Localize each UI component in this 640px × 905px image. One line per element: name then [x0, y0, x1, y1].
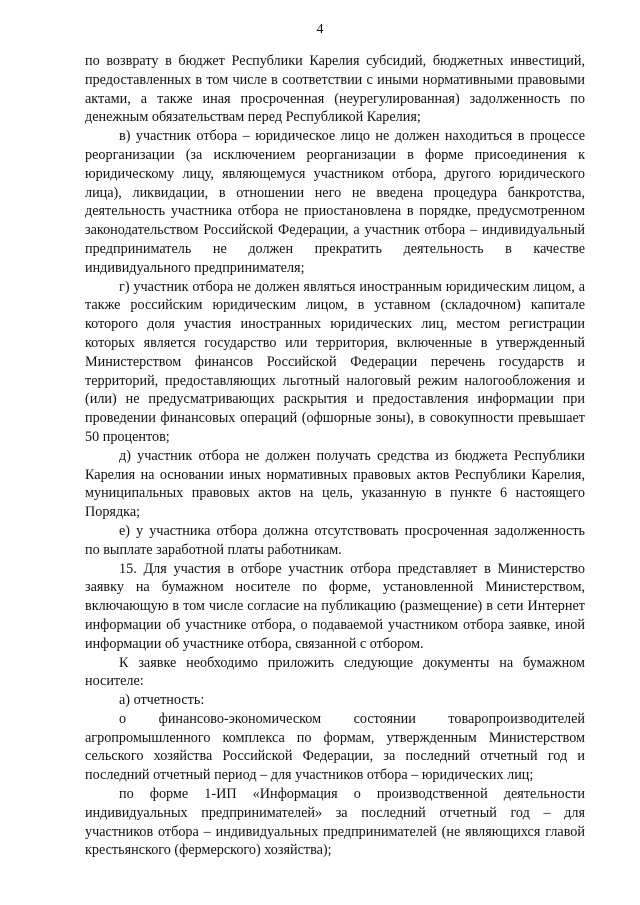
paragraph-form-1ip: по форме 1-ИП «Информация о производственной деятельности индивидуальных предпринимателей» за последний отчетный год – для участников отбора – индивидуальных предпринимателей (не являющихся главой крестьянского (фермерского) хозяйства);	[85, 786, 585, 859]
paragraph-clause-15: 15. Для участия в отборе участник отбора представляет в Министерство заявку на бумажном носителе по форме, установленной Министерством, включающую в том числе согласие на публикацию (размещение) в сети Интернет информации об участнике отбора, о подаваемой участником отбора заявке, иной информации об участнике отбора, связанной с отбором.	[85, 560, 585, 652]
paragraph-continuation: по возврату в бюджет Республики Карелия субсидий, бюджетных инвестиций, предоставленных в том числе в соответствии с иными нормативными правовыми актами, а также иная просроченная (неурегулированная) задолженность по денежным обязательствам перед Республикой Карелия;	[85, 53, 585, 126]
paragraph-attachments-intro: К заявке необходимо приложить следующие документы на бумажном носителе:	[85, 654, 585, 690]
paragraph-financial-report: о финансово-экономическом состоянии товаропроизводителей агропромышленного комплекса по формам, утвержденным Министерством сельского хозяйства Российской Федерации, за последний отчетный год и последний отчетный период – для участников отбора – юридических лиц;	[85, 710, 585, 784]
document-body	[85, 52, 585, 860]
page-number: 4	[316, 22, 324, 37]
paragraph-item-g: г) участник отбора не должен являться иностранным юридическим лицом, а также российским юридическим лицом, в уставном (складочном) капитале которого доля участия иностранных юридических лиц, местом регистрации которых является государство или территория, включенные в утвержденный Министерством финансов Российской Федерации перечень государств и территорий, предоставляющих льготный налоговый режим налогообложения и (или) не предусматривающих раскрытия и предоставления информации при проведении финансовых операций (офшорные зоны), в совокупности превышает 50 процентов;	[85, 278, 585, 445]
paragraph-item-e: е) у участника отбора должна отсутствовать просроченная задолженность по выплате заработной платы работникам.	[85, 522, 585, 558]
paragraph-item-v: в) участник отбора – юридическое лицо не должен находиться в процессе реорганизации (за исключением реорганизации в форме присоединения к юридическому лицу, являющемуся участником отбора, другого юридического лица), ликвидации, в отношении него не введена процедура банкротства, деятельность участника отбора не приостановлена в порядке, предусмотренном законодательством Российской Федерации, а участник отбора – индивидуальный предприниматель не должен прекратить деятельность в качестве индивидуального предпринимателя;	[85, 128, 585, 276]
paragraph-item-a: а) отчетность:	[119, 692, 205, 709]
paragraph-item-d: д) участник отбора не должен получать средства из бюджета Республики Карелия на основании иных нормативных правовых актов Республики Карелия, муниципальных правовых актов на цель, указанную в пункте 6 настоящего Порядка;	[85, 447, 585, 521]
